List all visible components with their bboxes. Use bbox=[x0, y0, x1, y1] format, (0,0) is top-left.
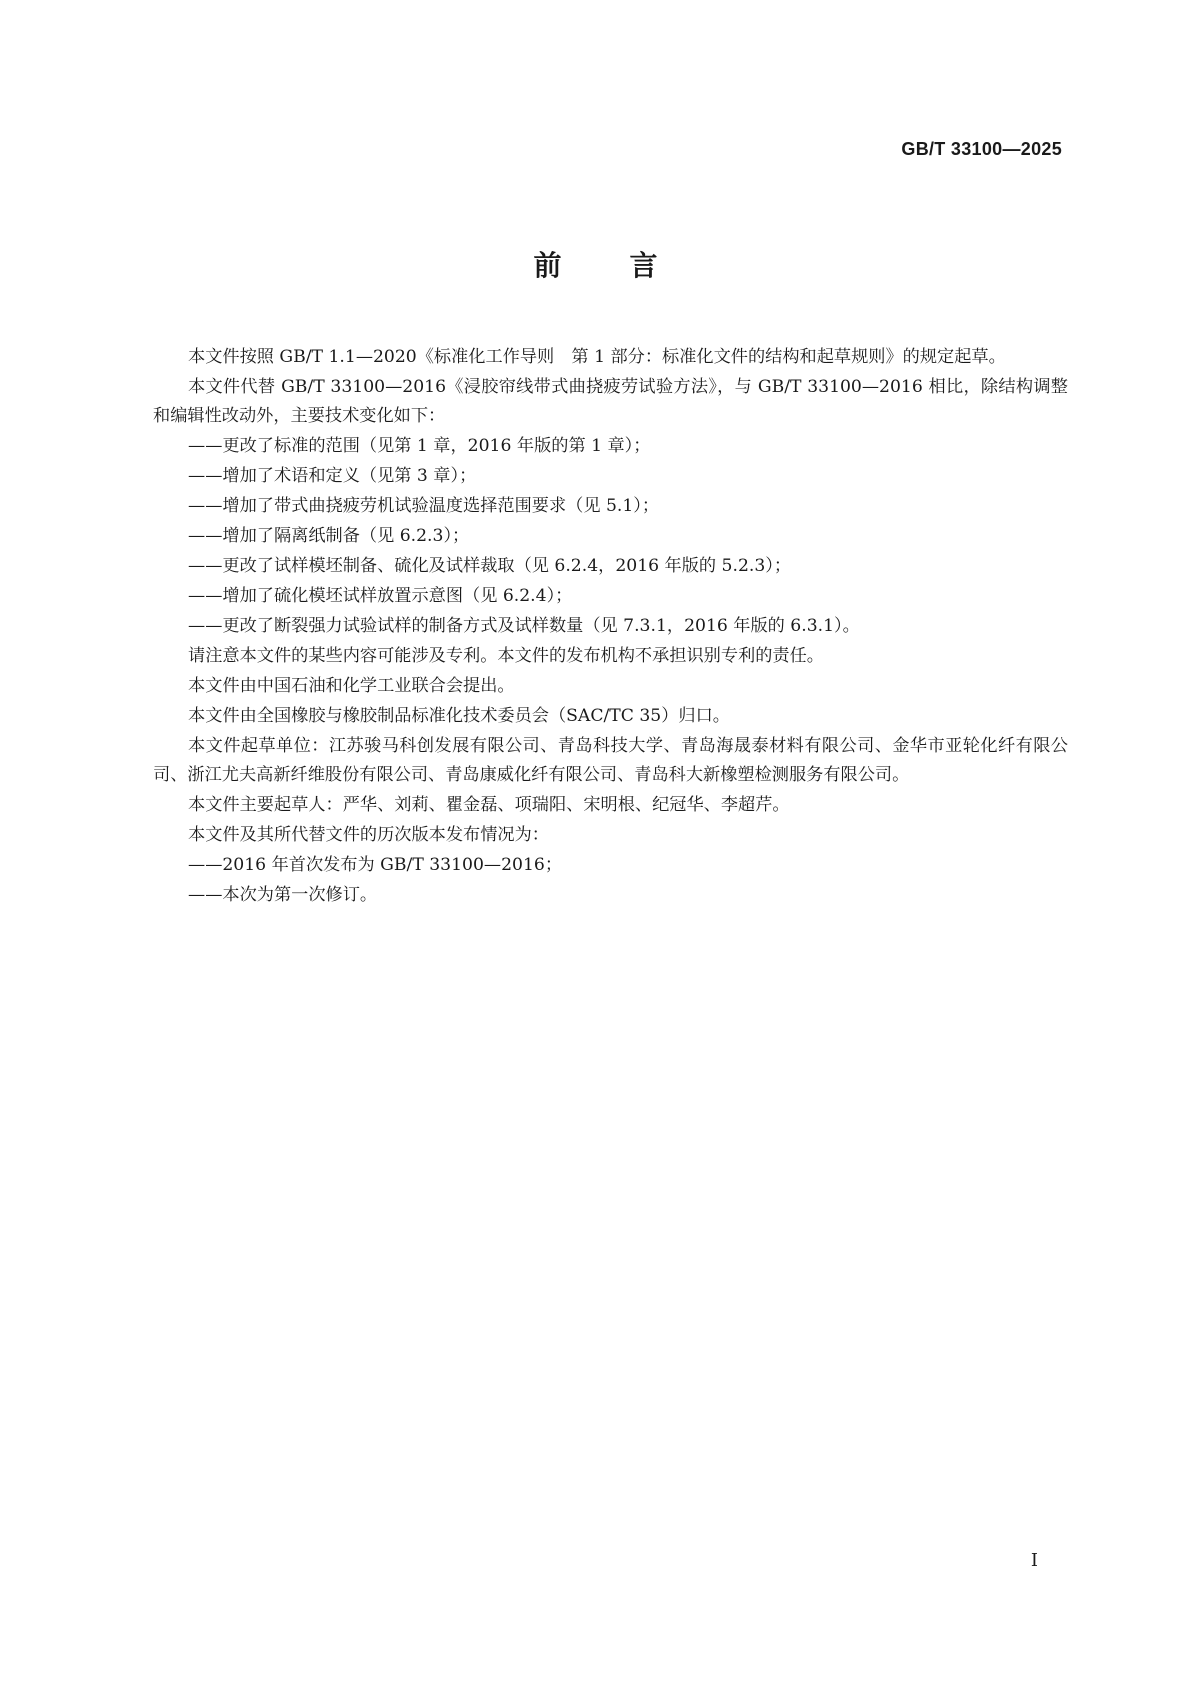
standard-number: GB/T 33100—2025 bbox=[901, 139, 1062, 159]
paragraph: 请注意本文件的某些内容可能涉及专利。本文件的发布机构不承担识别专利的责任。 bbox=[188, 646, 824, 666]
paragraph: 本文件及其所代替文件的历次版本发布情况为： bbox=[188, 825, 549, 845]
page-title: 前言 bbox=[533, 249, 726, 282]
paragraph: 本文件由全国橡胶与橡胶制品标准化技术委员会（SAC/TC 35）归口。 bbox=[188, 706, 730, 726]
paragraph: 本文件起草单位：江苏骏马科创发展有限公司、青岛科技大学、青岛海晟泰材料有限公司、金华市亚轮化纤有限公司、浙江尤夫高新纤维股份有限公司、青岛康威化纤有限公司、青岛科大新橡塑检测服务有限公司。 bbox=[153, 736, 1068, 785]
paragraph: 本文件按照 GB/T 1.1—2020《标准化工作导则 第 1 部分：标准化文件的结构和起草规则》的规定起草。 bbox=[188, 347, 1006, 367]
change-list-item: ——更改了试样模坯制备、硫化及试样裁取（见 6.2.4，2016 年版的 5.2.3）； bbox=[188, 556, 792, 576]
page-number: I bbox=[1030, 1550, 1038, 1571]
change-list-item: ——更改了断裂强力试验试样的制备方式及试样数量（见 7.3.1，2016 年版的 6.3.1）。 bbox=[188, 616, 860, 636]
change-list-item: ——更改了标准的范围（见第 1 章，2016 年版的第 1 章）； bbox=[188, 436, 651, 456]
paragraph: 本文件由中国石油和化学工业联合会提出。 bbox=[188, 676, 515, 696]
change-list-item: ——增加了硫化模坯试样放置示意图（见 6.2.4）； bbox=[188, 586, 573, 606]
history-list-item: ——本次为第一次修订。 bbox=[188, 885, 378, 905]
history-list-item: ——2016 年首次发布为 GB/T 33100—2016； bbox=[188, 855, 563, 875]
change-list-item: ——增加了术语和定义（见第 3 章）； bbox=[188, 466, 477, 486]
foreword-body bbox=[153, 343, 1068, 911]
change-list-item: ——增加了隔离纸制备（见 6.2.3）； bbox=[188, 526, 470, 546]
paragraph: 本文件代替 GB/T 33100—2016《浸胶帘线带式曲挠疲劳试验方法》，与 GB/T 33100—2016 相比，除结构调整和编辑性改动外，主要技术变化如下： bbox=[153, 377, 1068, 426]
paragraph: 本文件主要起草人：严华、刘莉、瞿金磊、项瑞阳、宋明根、纪冠华、李超芹。 bbox=[188, 795, 790, 815]
change-list-item: ——增加了带式曲挠疲劳机试验温度选择范围要求（见 5.1）； bbox=[188, 496, 660, 516]
